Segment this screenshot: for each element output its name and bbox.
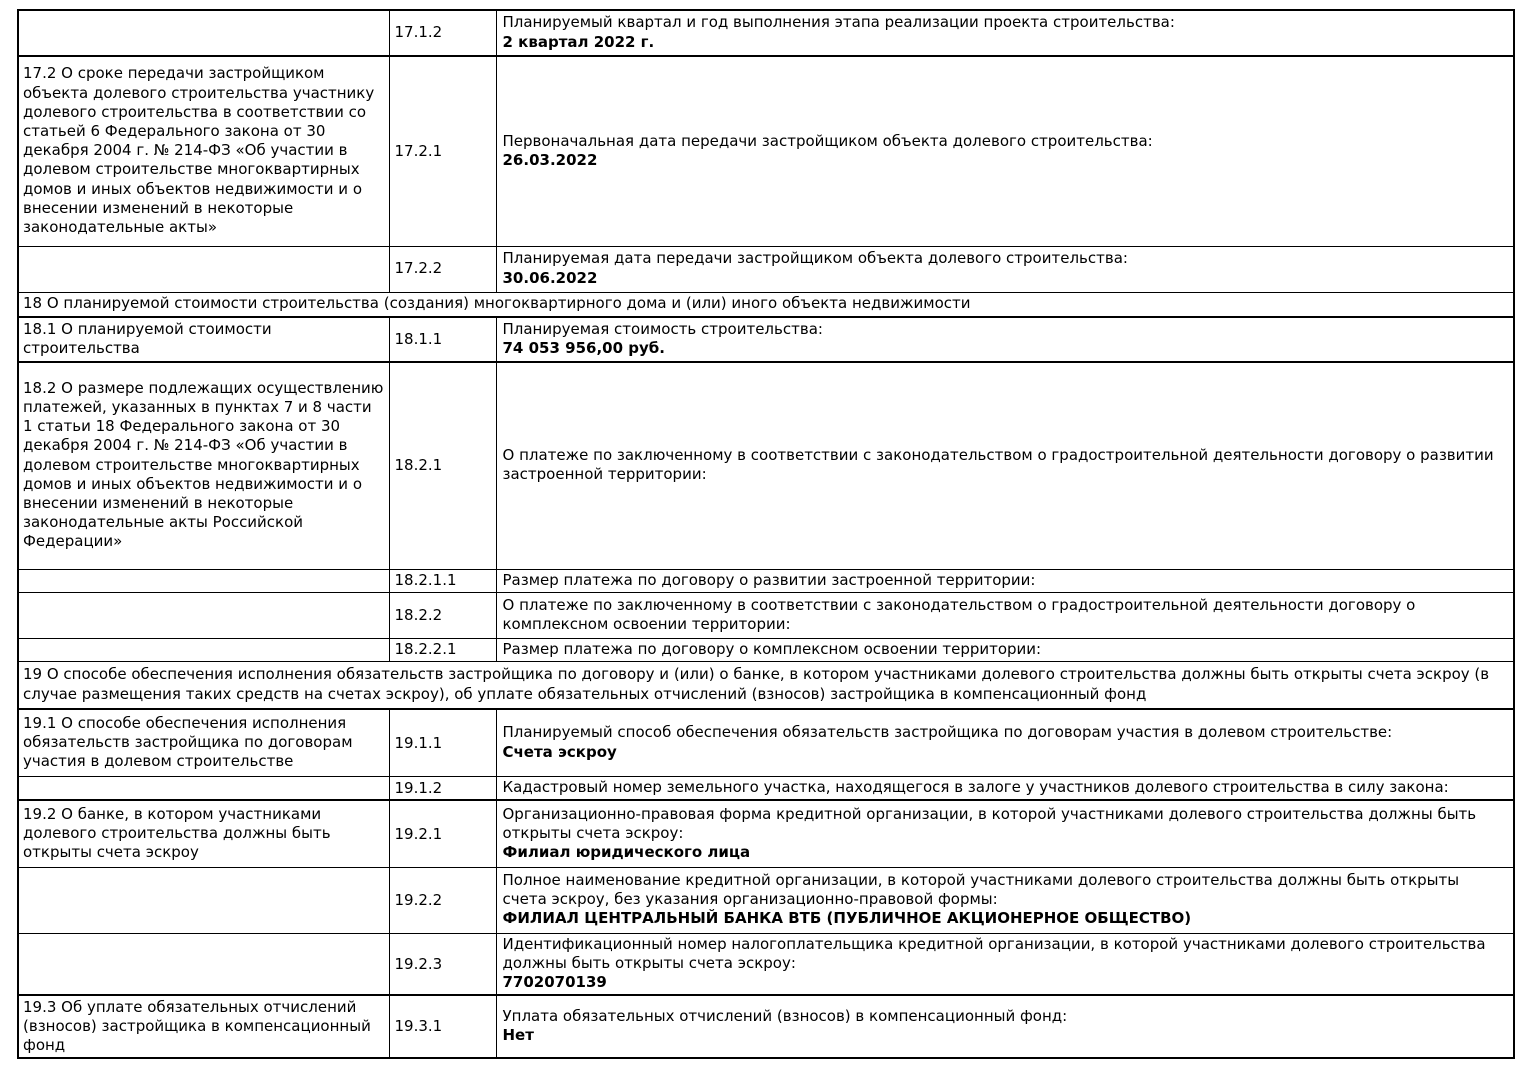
topic-cell [18, 867, 389, 933]
field-label: Размер платежа по договору о комплексном освоении территории: [502, 639, 1042, 658]
content-cell [496, 800, 1514, 867]
topic-cell [18, 638, 389, 661]
content-cell [496, 246, 1514, 292]
field-label: Планируемая дата передачи застройщиком объекта долевого строительства: [502, 249, 1128, 268]
table-body [18, 10, 1514, 1058]
field-value: 7702070139 [502, 973, 607, 992]
code-cell: 19.1.1 [389, 709, 496, 776]
content-cell [496, 638, 1514, 661]
content-cell [496, 776, 1514, 800]
table-row [18, 709, 1514, 776]
code-cell: 18.2.1.1 [389, 569, 496, 592]
field-value: 74 053 956,00 руб. [502, 339, 665, 357]
content-cell [496, 592, 1514, 638]
code-cell: 19.2.1 [389, 800, 496, 867]
field-label: О платеже по заключенному в соответствии с законодательством о градостроительной деятельности договору о развитии застроенной территории: [502, 446, 1494, 484]
section-header: 18 О планируемой стоимости строительства (создания) многоквартирного дома и (или) иного объекта недвижимости [18, 292, 1514, 317]
field-value: Нет [502, 1026, 534, 1045]
table-row [18, 867, 1514, 933]
topic-cell: 19.3 Об уплате обязательных отчислений (взносов) застройщика в компенсационный фонд [18, 995, 389, 1058]
table-row [18, 933, 1514, 995]
table-row [18, 246, 1514, 292]
code-cell: 17.2.2 [389, 246, 496, 292]
content-cell [496, 10, 1514, 56]
content-cell [496, 933, 1514, 995]
topic-cell: 17.2 О сроке передачи застройщиком объекта долевого строительства участнику долевого строительства в соответствии со статьей 6 Федерального закона от 30 декабря 2004 г. № 214-ФЗ «Об участии в долевом строительстве многоквартирных домов и иных объектов недвижимости и о внесении изменений в некоторые законодательные акты» [18, 56, 389, 246]
field-label: Планируемая стоимость строительства: [502, 319, 823, 338]
table-row [18, 638, 1514, 661]
code-cell: 18.2.2.1 [389, 638, 496, 661]
topic-cell [18, 10, 389, 56]
topic-cell [18, 592, 389, 638]
field-value: 30.06.2022 [502, 268, 598, 287]
code-cell: 19.2.2 [389, 867, 496, 933]
code-cell: 19.2.3 [389, 933, 496, 995]
field-label: Кадастровый номер земельного участка, находящегося в залоге у участников долевого строительства в силу закона: [502, 778, 1449, 797]
field-label: Размер платежа по договору о развитии застроенной территории: [502, 570, 1036, 589]
content-cell [496, 995, 1514, 1058]
table-row [18, 10, 1514, 56]
code-cell: 17.2.1 [389, 56, 496, 246]
content-cell [496, 56, 1514, 246]
field-value: 2 квартал 2022 г. [502, 32, 655, 51]
field-label: Планируемый квартал и год выполнения этапа реализации проекта строительства: [502, 13, 1175, 32]
topic-cell: 19.2 О банке, в котором участниками долевого строительства должны быть открыты счета эскроу [18, 800, 389, 867]
field-label: Уплата обязательных отчислений (взносов) в компенсационный фонд: [502, 1007, 1068, 1026]
project-declaration-table [17, 9, 1515, 1059]
content-cell [496, 867, 1514, 933]
content-cell [496, 709, 1514, 776]
field-label: Планируемый способ обеспечения обязательств застройщика по договорам участия в долевом строительстве: [502, 723, 1393, 742]
table-row [18, 776, 1514, 800]
field-value: ФИЛИАЛ ЦЕНТРАЛЬНЫЙ БАНКА ВТБ (ПУБЛИЧНОЕ АКЦИОНЕРНОЕ ОБЩЕСТВО) [502, 909, 1192, 928]
field-value: Филиал юридического лица [502, 843, 751, 862]
section-row [18, 661, 1514, 709]
code-cell: 18.2.1 [389, 362, 496, 569]
topic-cell: 18.1 О планируемой стоимости строительства [18, 317, 389, 362]
topic-cell: 18.2 О размере подлежащих осуществлению платежей, указанных в пунктах 7 и 8 части 1 статьи 18 Федерального закона от 30 декабря 2004 г. № 214-ФЗ «Об участии в долевом строительстве многоквартирных домов и иных объектов недвижимости и о внесении изменений в некоторые законодательные акты Российской Федерации» [18, 362, 389, 569]
table-row [18, 592, 1514, 638]
topic-cell [18, 569, 389, 592]
topic-cell [18, 776, 389, 800]
field-label: Первоначальная дата передачи застройщиком объекта долевого строительства: [502, 131, 1153, 150]
topic-cell: 19.1 О способе обеспечения исполнения обязательств застройщика по договорам участия в долевом строительстве [18, 709, 389, 776]
table-row [18, 56, 1514, 246]
section-row [18, 292, 1514, 317]
field-value: 26.03.2022 [502, 150, 598, 169]
topic-cell [18, 246, 389, 292]
table-row [18, 317, 1514, 362]
topic-cell [18, 933, 389, 995]
field-label: О платеже по заключенному в соответствии с законодательством о градостроительной деятельности договору о комплексном освоении территории: [502, 595, 1416, 633]
content-cell [496, 569, 1514, 592]
field-label: Полное наименование кредитной организации, в которой участниками долевого строительства должны быть открыты счета эскроу, без указания организационно-правовой формы: [502, 871, 1460, 909]
table-row [18, 995, 1514, 1058]
section-header: 19 О способе обеспечения исполнения обязательств застройщика по договору и (или) о банке, в котором участниками долевого строительства должны быть открыты счета эскроу (в случае размещения таких средств на счетах эскроу), об уплате обязательных отчислений (взносов) застройщика в компенсационный фонд [18, 661, 1514, 709]
code-cell: 19.1.2 [389, 776, 496, 800]
field-label: Организационно-правовая форма кредитной организации, в которой участниками долевого строительства должны быть открыты счета эскроу: [502, 804, 1477, 843]
code-cell: 18.2.2 [389, 592, 496, 638]
content-cell [496, 317, 1514, 362]
table-row [18, 569, 1514, 592]
code-cell: 19.3.1 [389, 995, 496, 1058]
code-cell: 17.1.2 [389, 10, 496, 56]
field-value: Счета эскроу [502, 742, 617, 761]
field-label: Идентификационный номер налогоплательщика кредитной организации, в которой участниками долевого строительства должны быть открыты счета эскроу: [502, 934, 1486, 973]
code-cell: 18.1.1 [389, 317, 496, 362]
table-row [18, 362, 1514, 569]
table-row [18, 800, 1514, 867]
content-cell [496, 362, 1514, 569]
